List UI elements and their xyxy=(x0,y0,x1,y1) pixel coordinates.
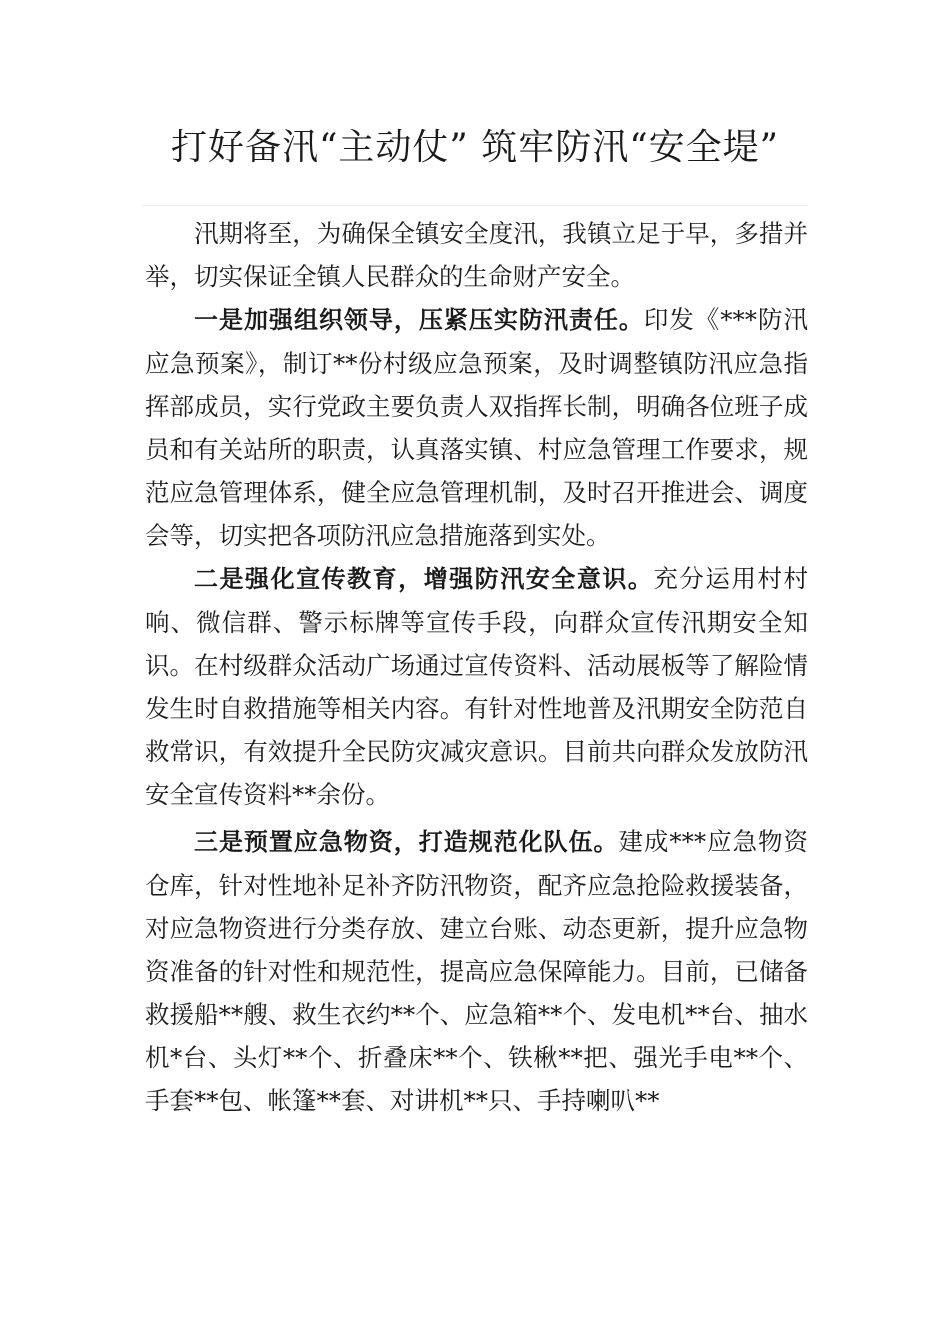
section-1-lead: 一是加强组织领导，压紧压实防汛责任。 xyxy=(194,306,644,334)
section-3-lead: 三是预置应急物资，打造规范化队伍。 xyxy=(194,828,619,856)
section-paragraph-1 xyxy=(145,298,808,557)
section-2-lead: 二是强化宣传教育，增强防汛安全意识。 xyxy=(194,565,654,593)
section-3-body: 建成***应急物资仓库，针对性地补足补齐防汛物资，配齐应急抢险救援装备，对应急物资进行分类存放、建立台账、动态更新，提升应急物资准备的针对性和规范性，提高应急保障能力。目前，已储备救援船**艘、救生衣约**个、应急箱**个、发电机**台、抽水机*台、头灯**个、折叠床**个、铁楸**把、强光手电**个、手套**包、帐篷**套、对讲机**只、手持喇叭** xyxy=(145,827,809,1115)
intro-paragraph: 汛期将至，为确保全镇安全度汛，我镇立足于早，多措并举，切实保证全镇人民群众的生命财产安全。 xyxy=(145,219,808,291)
section-2-body: 充分运用村村响、微信群、警示标牌等宣传手段，向群众宣传汛期安全知识。在村级群众活动广场通过宣传资料、活动展板等了解险情发生时自救措施等相关内容。有针对性地普及汛期安全防范自救常识，有效提升全民防灾减灾意识。目前共向群众发放防汛安全宣传资料**余份。 xyxy=(145,564,808,809)
section-1-body: 印发《***防汛应急预案》，制订**份村级应急预案，及时调整镇防汛应急指挥部成员，实行党政主要负责人双指挥长制，明确各位班子成员和有关站所的职责，认真落实镇、村应急管理工作要求，规范应急管理体系，健全应急管理机制，及时召开推进会、调度会等，切实把各项防汛应急措施落到实处。 xyxy=(145,305,809,550)
section-paragraph-2 xyxy=(145,557,808,816)
section-paragraph-3 xyxy=(145,820,808,1122)
title-divider xyxy=(142,205,808,206)
document-body xyxy=(145,212,808,1122)
document-title: 打好备汛“主动仗” 筑牢防汛“安全堤” xyxy=(170,127,780,168)
